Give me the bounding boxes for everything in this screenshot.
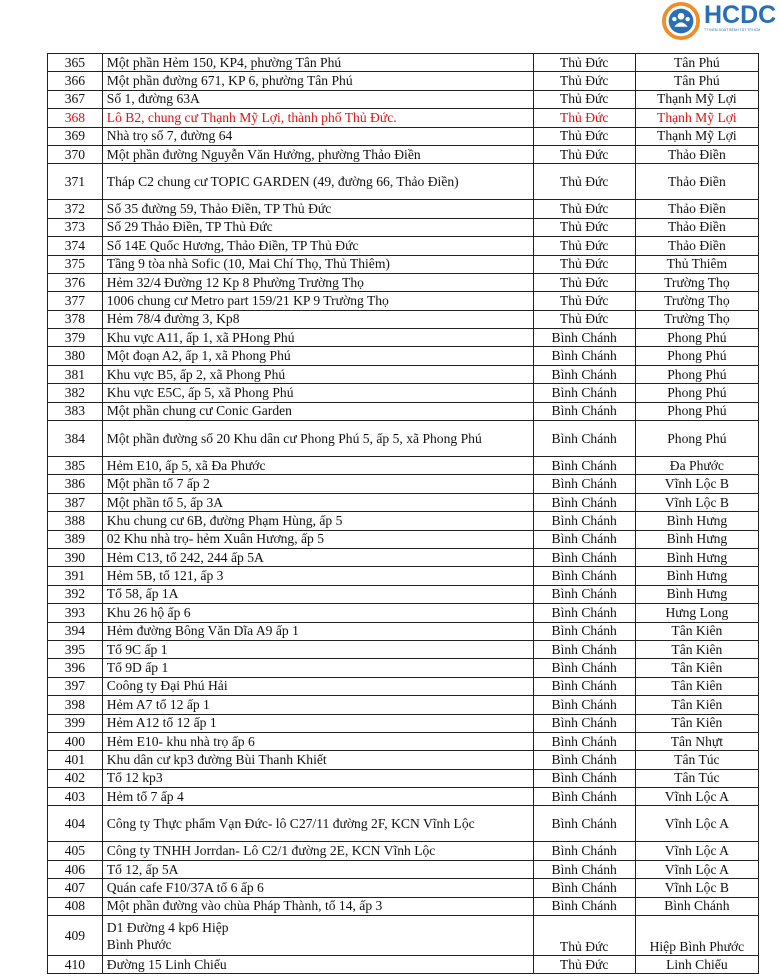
row-number-cell: 380 [48, 347, 103, 365]
address-cell: Khu dân cư kp3 đường Bùi Thanh Khiết [102, 751, 533, 769]
table-row [48, 860, 759, 878]
district-cell: Bình Chánh [533, 714, 635, 732]
row-number-cell: 368 [48, 109, 103, 127]
locations-table [47, 53, 759, 974]
table-row [48, 72, 759, 90]
row-number-cell: 409 [48, 916, 103, 956]
ward-cell: Bình Hưng [635, 548, 758, 566]
table-row [48, 567, 759, 585]
table-row [48, 329, 759, 347]
row-number-cell: 378 [48, 310, 103, 328]
ward-cell: Trường Thọ [635, 310, 758, 328]
address-cell: Số 29 Thảo Điền, TP Thủ Đức [102, 218, 533, 236]
district-cell: Thủ Đức [533, 164, 635, 200]
ward-cell: Tân Kiên [635, 696, 758, 714]
address-cell: Khu chung cư 6B, đường Phạm Hùng, ấp 5 [102, 512, 533, 530]
ward-cell: Phong Phú [635, 402, 758, 420]
row-number-cell: 400 [48, 732, 103, 750]
locations-table-body [48, 54, 759, 974]
row-number-cell: 386 [48, 475, 103, 493]
hcdc-logo [662, 2, 780, 42]
district-cell: Thủ Đức [533, 54, 635, 72]
ward-cell: Tân Kiên [635, 659, 758, 677]
address-cell: Tổ 12 kp3 [102, 769, 533, 787]
district-cell: Bình Chánh [533, 585, 635, 603]
row-number-cell: 388 [48, 512, 103, 530]
table-row [48, 640, 759, 658]
table-row [48, 255, 759, 273]
table-row [48, 769, 759, 787]
table-row [48, 493, 759, 511]
logo-tagline: TT KIỂM SOÁT BỆNH TẬT TP.HCM [704, 28, 761, 32]
row-number-cell: 398 [48, 696, 103, 714]
table-row [48, 127, 759, 145]
table-row [48, 347, 759, 365]
table-row [48, 421, 759, 457]
row-number-cell: 390 [48, 548, 103, 566]
row-number-cell: 372 [48, 200, 103, 218]
row-number-cell: 392 [48, 585, 103, 603]
district-cell: Thủ Đức [533, 127, 635, 145]
table-row [48, 109, 759, 127]
table-row [48, 696, 759, 714]
ward-cell: Hiệp Bình Phước [635, 916, 758, 956]
address-cell: Một đoạn A2, ấp 1, xã Phong Phú [102, 347, 533, 365]
table-row [48, 402, 759, 420]
address-cell: Một phần chung cư Conic Garden [102, 402, 533, 420]
table-row [48, 751, 759, 769]
district-cell: Thủ Đức [533, 255, 635, 273]
district-cell: Thủ Đức [533, 90, 635, 108]
hcdc-emblem-icon [662, 2, 700, 40]
district-cell: Bình Chánh [533, 548, 635, 566]
row-number-cell: 408 [48, 897, 103, 915]
district-cell: Thủ Đức [533, 956, 635, 974]
ward-cell: Vĩnh Lộc A [635, 806, 758, 842]
district-cell: Bình Chánh [533, 640, 635, 658]
row-number-cell: 389 [48, 530, 103, 548]
table-row [48, 548, 759, 566]
ward-cell: Vĩnh Lộc A [635, 788, 758, 806]
row-number-cell: 396 [48, 659, 103, 677]
table-row [48, 200, 759, 218]
ward-cell: Thạnh Mỹ Lợi [635, 90, 758, 108]
row-number-cell: 402 [48, 769, 103, 787]
address-line: Bình Phước [106, 936, 172, 952]
ward-cell: Thảo Điền [635, 218, 758, 236]
row-number-cell: 391 [48, 567, 103, 585]
address-cell: Hẻm E10, ấp 5, xã Đa Phước [102, 457, 533, 475]
ward-cell: Đa Phước [635, 457, 758, 475]
table-row [48, 622, 759, 640]
table-row [48, 788, 759, 806]
row-number-cell: 399 [48, 714, 103, 732]
address-cell: Lô B2, chung cư Thạnh Mỹ Lợi, thành phố Thủ Đức. [102, 109, 533, 127]
row-number-cell: 373 [48, 218, 103, 236]
address-cell [102, 916, 533, 956]
address-cell: Hẻm 32/4 Đường 12 Kp 8 Phường Trường Thọ [102, 273, 533, 291]
address-cell: Hẻm tổ 7 ấp 4 [102, 788, 533, 806]
district-cell: Bình Chánh [533, 402, 635, 420]
address-cell: Một phần đường số 20 Khu dân cư Phong Phú 5, ấp 5, xã Phong Phú [102, 421, 533, 457]
row-number-cell: 366 [48, 72, 103, 90]
district-cell: Bình Chánh [533, 732, 635, 750]
district-cell: Bình Chánh [533, 475, 635, 493]
district-cell: Bình Chánh [533, 751, 635, 769]
row-number-cell: 410 [48, 956, 103, 974]
table-row [48, 879, 759, 897]
ward-cell: Tân Phú [635, 54, 758, 72]
address-cell: Số 14E Quốc Hương, Thảo Điền, TP Thủ Đức [102, 237, 533, 255]
district-cell: Bình Chánh [533, 329, 635, 347]
ward-cell: Bình Hưng [635, 512, 758, 530]
district-cell: Thủ Đức [533, 310, 635, 328]
row-number-cell: 374 [48, 237, 103, 255]
row-number-cell: 379 [48, 329, 103, 347]
district-cell: Bình Chánh [533, 512, 635, 530]
ward-cell: Vĩnh Lộc A [635, 842, 758, 860]
row-number-cell: 376 [48, 273, 103, 291]
district-cell: Bình Chánh [533, 457, 635, 475]
ward-cell: Tân Kiên [635, 714, 758, 732]
address-cell: Tổ 9C ấp 1 [102, 640, 533, 658]
address-cell: Hẻm 78/4 đường 3, Kp8 [102, 310, 533, 328]
district-cell: Thủ Đức [533, 292, 635, 310]
address-cell: Nhà trọ số 7, đường 64 [102, 127, 533, 145]
district-cell: Bình Chánh [533, 622, 635, 640]
row-number-cell: 387 [48, 493, 103, 511]
ward-cell: Thảo Điền [635, 237, 758, 255]
district-cell: Bình Chánh [533, 806, 635, 842]
address-cell: Tháp C2 chung cư TOPIC GARDEN (49, đường 66, Thảo Điền) [102, 164, 533, 200]
district-cell: Bình Chánh [533, 842, 635, 860]
ward-cell: Thủ Thiêm [635, 255, 758, 273]
district-cell: Bình Chánh [533, 421, 635, 457]
address-cell: Hẻm E10- khu nhà trọ ấp 6 [102, 732, 533, 750]
table-row [48, 512, 759, 530]
district-cell: Bình Chánh [533, 365, 635, 383]
table-row [48, 956, 759, 974]
table-row [48, 585, 759, 603]
row-number-cell: 385 [48, 457, 103, 475]
table-row [48, 916, 759, 956]
table-row [48, 218, 759, 236]
ward-cell: Bình Hưng [635, 585, 758, 603]
address-cell: Tổ 12, ấp 5A [102, 860, 533, 878]
table-row [48, 732, 759, 750]
district-cell: Bình Chánh [533, 769, 635, 787]
ward-cell: Phong Phú [635, 384, 758, 402]
table-row [48, 273, 759, 291]
ward-cell: Vĩnh Lộc A [635, 860, 758, 878]
address-cell: 1006 chung cư Metro part 159/21 KP 9 Trường Thọ [102, 292, 533, 310]
address-cell: 02 Khu nhà trọ- hẻm Xuân Hương, ấp 5 [102, 530, 533, 548]
address-cell: Một phần đường Nguyễn Văn Hưởng, phường Thảo Điền [102, 145, 533, 163]
row-number-cell: 382 [48, 384, 103, 402]
district-cell: Thủ Đức [533, 916, 635, 956]
address-line: D1 Đường 4 kp6 Hiệp [106, 919, 229, 935]
row-number-cell: 367 [48, 90, 103, 108]
district-cell: Bình Chánh [533, 696, 635, 714]
ward-cell: Hưng Long [635, 604, 758, 622]
row-number-cell: 394 [48, 622, 103, 640]
row-number-cell: 371 [48, 164, 103, 200]
table-row [48, 310, 759, 328]
address-cell: Khu 26 hộ ấp 6 [102, 604, 533, 622]
ward-cell: Thạnh Mỹ Lợi [635, 127, 758, 145]
table-row [48, 164, 759, 200]
table-row [48, 842, 759, 860]
district-cell: Thủ Đức [533, 273, 635, 291]
table-row [48, 237, 759, 255]
ward-cell: Bình Chánh [635, 897, 758, 915]
ward-cell: Tân Kiên [635, 677, 758, 695]
address-cell: Khu vực A11, ấp 1, xã PHong Phú [102, 329, 533, 347]
table-row [48, 604, 759, 622]
row-number-cell: 401 [48, 751, 103, 769]
row-number-cell: 395 [48, 640, 103, 658]
address-cell: Số 1, đường 63A [102, 90, 533, 108]
table-row [48, 714, 759, 732]
ward-cell: Tân Kiên [635, 640, 758, 658]
district-cell: Bình Chánh [533, 897, 635, 915]
logo-name: HCDC [704, 1, 777, 29]
row-number-cell: 377 [48, 292, 103, 310]
address-cell: Khu vực E5C, ấp 5, xã Phong Phú [102, 384, 533, 402]
district-cell: Bình Chánh [533, 659, 635, 677]
row-number-cell: 397 [48, 677, 103, 695]
district-cell: Bình Chánh [533, 677, 635, 695]
district-cell: Thủ Đức [533, 237, 635, 255]
table-row [48, 475, 759, 493]
address-cell: Một phần tổ 7 ấp 2 [102, 475, 533, 493]
district-cell: Thủ Đức [533, 109, 635, 127]
ward-cell: Bình Hưng [635, 530, 758, 548]
address-cell: Đường 15 Linh Chiểu [102, 956, 533, 974]
ward-cell: Phong Phú [635, 329, 758, 347]
table-row [48, 677, 759, 695]
district-cell: Thủ Đức [533, 218, 635, 236]
district-cell: Bình Chánh [533, 788, 635, 806]
table-row [48, 384, 759, 402]
table-row [48, 530, 759, 548]
ward-cell: Phong Phú [635, 421, 758, 457]
address-cell: Quán cafe F10/37A tổ 6 ấp 6 [102, 879, 533, 897]
district-cell: Bình Chánh [533, 567, 635, 585]
district-cell: Bình Chánh [533, 860, 635, 878]
address-cell: Hẻm A7 tổ 12 ấp 1 [102, 696, 533, 714]
row-number-cell: 384 [48, 421, 103, 457]
table-row [48, 365, 759, 383]
address-cell: Một phần đường 671, KP 6, phường Tân Phú [102, 72, 533, 90]
table-row [48, 457, 759, 475]
table-row [48, 659, 759, 677]
address-cell: Tầng 9 tòa nhà Sofic (10, Mai Chí Thọ, Thủ Thiêm) [102, 255, 533, 273]
district-cell: Thủ Đức [533, 72, 635, 90]
ward-cell: Thảo Điền [635, 145, 758, 163]
address-cell: Khu vực B5, ấp 2, xã Phong Phú [102, 365, 533, 383]
table-row [48, 897, 759, 915]
row-number-cell: 370 [48, 145, 103, 163]
ward-cell: Phong Phú [635, 365, 758, 383]
address-cell: Công ty TNHH Jorrdan- Lô C2/1 đường 2E, KCN Vĩnh Lộc [102, 842, 533, 860]
ward-cell: Trường Thọ [635, 292, 758, 310]
address-cell: Công ty Thực phẩm Vạn Đức- lô C27/11 đường 2F, KCN Vĩnh Lộc [102, 806, 533, 842]
row-number-cell: 393 [48, 604, 103, 622]
district-cell: Bình Chánh [533, 530, 635, 548]
row-number-cell: 375 [48, 255, 103, 273]
row-number-cell: 365 [48, 54, 103, 72]
district-cell: Bình Chánh [533, 604, 635, 622]
row-number-cell: 407 [48, 879, 103, 897]
address-cell: Một phần đường vào chùa Pháp Thành, tổ 14, ấp 3 [102, 897, 533, 915]
ward-cell: Linh Chiểu [635, 956, 758, 974]
row-number-cell: 403 [48, 788, 103, 806]
ward-cell: Tân Túc [635, 751, 758, 769]
ward-cell: Trường Thọ [635, 273, 758, 291]
row-number-cell: 369 [48, 127, 103, 145]
district-cell: Thủ Đức [533, 145, 635, 163]
address-cell: Hẻm C13, tổ 242, 244 ấp 5A [102, 548, 533, 566]
ward-cell: Thảo Điền [635, 200, 758, 218]
ward-cell: Vĩnh Lộc B [635, 879, 758, 897]
table-row [48, 90, 759, 108]
ward-cell: Tân Kiên [635, 622, 758, 640]
address-cell: Số 35 đường 59, Thảo Điền, TP Thủ Đức [102, 200, 533, 218]
table-row [48, 806, 759, 842]
ward-cell: Tân Nhựt [635, 732, 758, 750]
district-cell: Thủ Đức [533, 200, 635, 218]
address-cell: Một phần Hẻm 150, KP4, phường Tân Phú [102, 54, 533, 72]
table-row [48, 54, 759, 72]
address-cell: Hẻm A12 tổ 12 ấp 1 [102, 714, 533, 732]
row-number-cell: 381 [48, 365, 103, 383]
district-cell: Bình Chánh [533, 879, 635, 897]
row-number-cell: 404 [48, 806, 103, 842]
table-row [48, 145, 759, 163]
address-cell: Tổ 9D ấp 1 [102, 659, 533, 677]
address-cell: Hẻm 5B, tổ 121, ấp 3 [102, 567, 533, 585]
row-number-cell: 405 [48, 842, 103, 860]
district-cell: Bình Chánh [533, 493, 635, 511]
ward-cell: Thảo Điền [635, 164, 758, 200]
ward-cell: Tân Túc [635, 769, 758, 787]
ward-cell: Vĩnh Lộc B [635, 475, 758, 493]
address-cell: Hẻm đường Bông Văn Dĩa A9 ấp 1 [102, 622, 533, 640]
ward-cell: Bình Hưng [635, 567, 758, 585]
row-number-cell: 406 [48, 860, 103, 878]
district-cell: Bình Chánh [533, 347, 635, 365]
address-cell: Coông ty Đại Phú Hải [102, 677, 533, 695]
ward-cell: Tân Phú [635, 72, 758, 90]
address-cell: Tổ 58, ấp 1A [102, 585, 533, 603]
ward-cell: Thạnh Mỹ Lợi [635, 109, 758, 127]
ward-cell: Phong Phú [635, 347, 758, 365]
address-cell: Một phần tổ 5, ấp 3A [102, 493, 533, 511]
row-number-cell: 383 [48, 402, 103, 420]
district-cell: Bình Chánh [533, 384, 635, 402]
ward-cell: Vĩnh Lộc B [635, 493, 758, 511]
table-row [48, 292, 759, 310]
